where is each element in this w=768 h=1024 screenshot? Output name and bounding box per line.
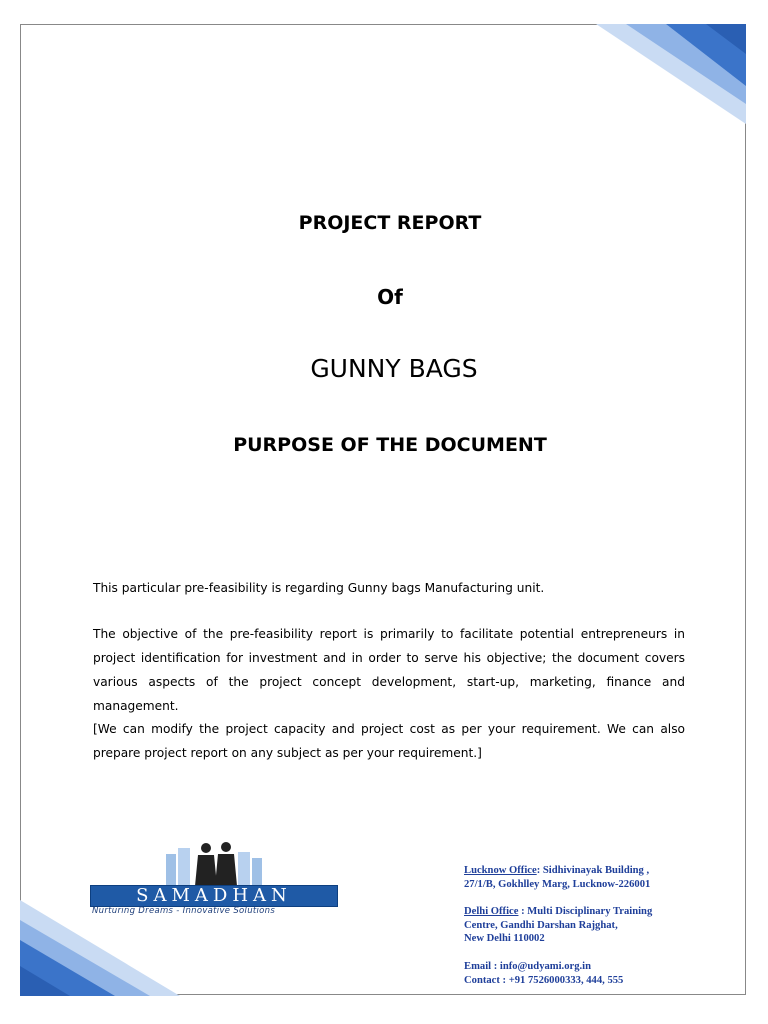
lucknow-address-line2: 27/1/B, Gokhlley Marg, Lucknow-226001 (464, 878, 651, 890)
delhi-office-block (464, 905, 724, 946)
email-text: Email : info@udyami.org.in (464, 961, 591, 972)
report-of: Of (377, 285, 403, 309)
paragraph-note: [We can modify the project capacity and project cost as per your requirement. We can also prepare project report on any subject as per your requirement.] (93, 722, 685, 760)
phone-text: Contact : +91 7526000333, 444, 555 (464, 974, 624, 986)
delhi-address-line3: New Delhi 110002 (464, 933, 545, 945)
delhi-office-label: Delhi Office (464, 906, 519, 917)
lucknow-address-line1: : Sidhivinayak Building , (536, 865, 650, 876)
report-subject: GUNNY BAGS (310, 354, 478, 383)
business-people-icon (160, 840, 270, 886)
lucknow-office-label: Lucknow Office (464, 865, 537, 876)
logo-wordmark: SAMADHAN (90, 885, 338, 907)
section-heading: PURPOSE OF THE DOCUMENT (233, 434, 547, 456)
logo-tagline: Nurturing Dreams - Innovative Solutions (92, 906, 276, 916)
report-title: PROJECT REPORT (298, 212, 482, 234)
lucknow-office-block (464, 864, 724, 891)
contact-details-block (464, 960, 724, 987)
paragraph-intro: This particular pre-feasibility is regarding Gunny bags Manufacturing unit. (93, 581, 545, 595)
paragraph-objective: The objective of the pre-feasibility report is primarily to facilitate potential entrepreneurs in project identification for investment and in order to serve his objective; the document covers various aspects of the project concept development, start-up, marketing, finance and management. (93, 627, 685, 713)
delhi-address-line1: : Multi Disciplinary Training (518, 906, 653, 917)
corner-decoration-top-right (596, 24, 746, 124)
samadhan-logo (90, 840, 340, 920)
delhi-address-line2: Centre, Gandhi Darshan Rajghat, (464, 919, 618, 931)
